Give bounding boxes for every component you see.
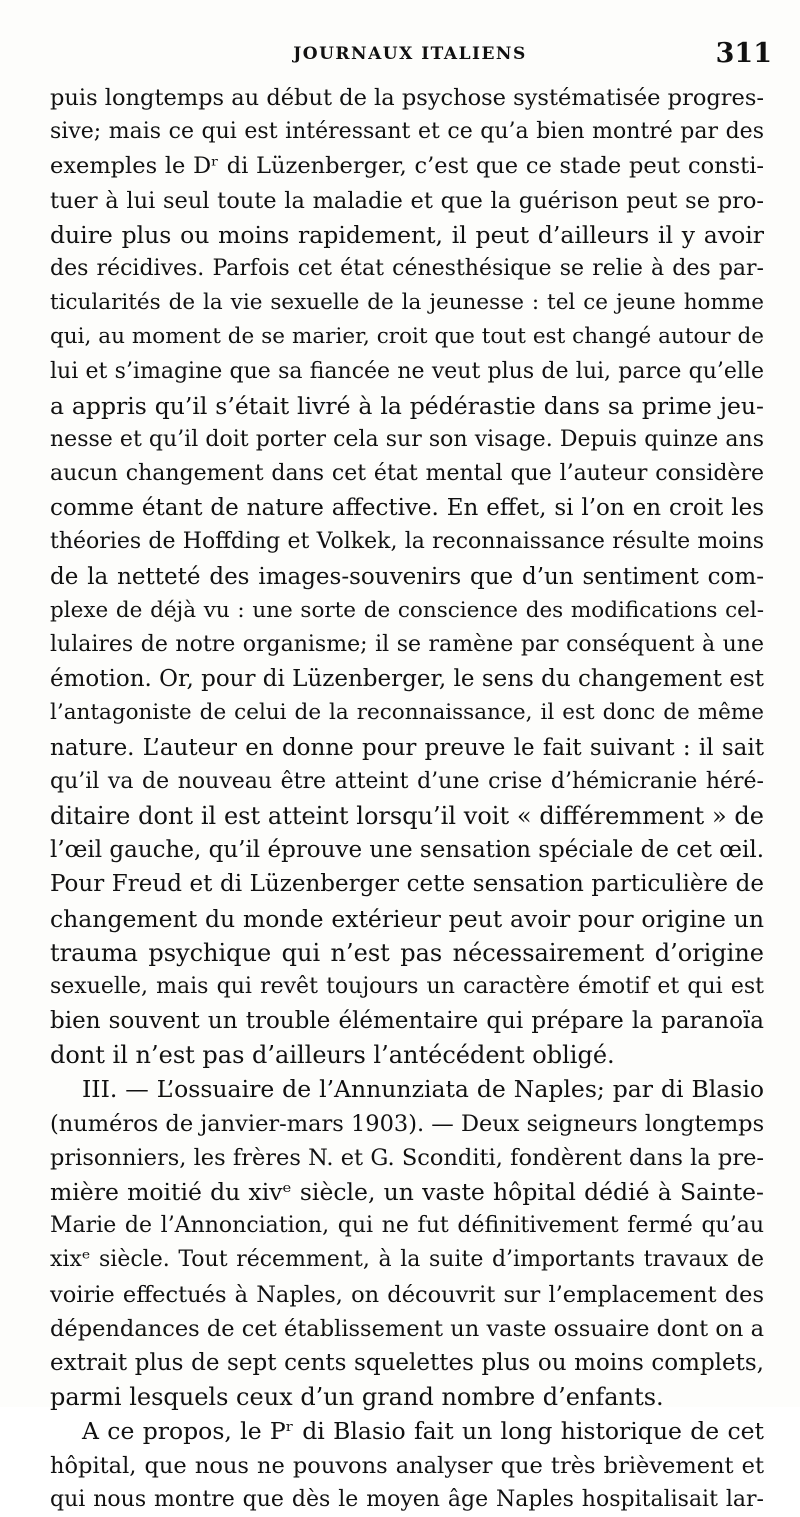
text-line: ticularités de la vie sexuelle de la jeunesse : tel ce jeune homme <box>50 290 764 316</box>
text-line: de la netteté des images-souvenirs que d’un sentiment com- <box>50 563 764 590</box>
text-line: l’œil gauche, qu’il éprouve une sensation spéciale de cet œil. <box>50 837 765 864</box>
text-line: exemples le Dʳ di Lüzenberger, c’est que ce stade peut consti- <box>50 153 764 180</box>
text-line: a appris qu’il s’était livré à la pédérastie dans sa prime jeu- <box>50 391 764 420</box>
text-line: lui et s’imagine que sa fiancée ne veut plus de lui, parce qu’elle <box>50 358 764 384</box>
text-line: voirie effectués à Naples, on découvrit sur l’emplacement des <box>50 1281 764 1308</box>
text-line: sive; mais ce qui est intéressant et ce qu’a bien montré par des <box>50 119 764 145</box>
paragraph-end-line: parmi lesquels ceux d’un grand nombre d’enfants. <box>50 1383 664 1412</box>
text-line: l’antagoniste de celui de la reconnaissance, il est donc de même <box>50 700 764 726</box>
text-line: ditaire dont il est atteint lorsqu’il voit « différemment » de <box>50 801 764 830</box>
paragraph-start-line: A ce propos, le Pʳ di Blasio fait un long historique de cet <box>82 1417 764 1446</box>
text-line: lulaires de notre organisme; il se ramène par conséquent à une <box>50 632 764 657</box>
text-line: qu’il va de nouveau être atteint d’une crise d’hémicranie héré- <box>50 768 764 794</box>
text-line: bien souvent un trouble élémentaire qui prépare la paranoïa <box>50 1008 764 1035</box>
text-line: théories de Hoffding et Volkek, la reconnaissance résulte moins <box>50 529 764 555</box>
text-line: xixᵉ siècle. Tout récemment, à la suite d’importants travaux de <box>50 1247 764 1273</box>
text-line: Pour Freud et di Lüzenberger cette sensation particulière de <box>50 871 764 898</box>
text-line: puis longtemps au début de la psychose systématisée progres- <box>50 85 764 111</box>
text-line: trauma psychique qui n’est pas nécessairement d’origine <box>50 938 764 967</box>
text-line: des récidives. Parfois cet état cénesthésique se relie à des par- <box>50 255 764 281</box>
text-line: aucun changement dans cet état mental que l’auteur considère <box>50 461 764 487</box>
text-line: émotion. Or, pour di Lüzenberger, le sens du changement est <box>50 666 765 693</box>
body-text <box>50 81 764 1517</box>
page-number: 311 <box>715 38 772 69</box>
text-line: comme étant de nature affective. En effet, si l’on en croit les <box>50 495 764 522</box>
text-line: changement du monde extérieur peut avoir pour origine un <box>50 904 764 933</box>
running-title: JOURNAUX ITALIENS <box>293 44 527 64</box>
running-head <box>54 38 772 78</box>
text-line: sexuelle, mais qui revêt toujours un caractère émotif et qui est <box>50 973 764 999</box>
text-line: (numéros de janvier-mars 1903). — Deux seigneurs longtemps <box>50 1110 765 1137</box>
text-line: prisonniers, les frères N. et G. Sconditi, fondèrent dans la pre- <box>50 1144 764 1171</box>
section-heading-line: III. — L’ossuaire de l’Annunziata de Naples; par di Blasio <box>82 1075 764 1104</box>
text-line: dépendances de cet établissement un vaste ossuaire dont on a <box>50 1315 764 1342</box>
text-line: Marie de l’Annonciation, qui ne fut définitivement fermé qu’au <box>50 1213 764 1239</box>
text-line: nature. L’auteur en donne pour preuve le fait suivant : il sait <box>50 734 764 761</box>
text-line: qui nous montre que dès le moyen âge Naples hospitalisait lar- <box>50 1486 764 1512</box>
text-line: qui, au moment de se marier, croit que tout est changé autour de <box>50 324 764 350</box>
text-line: tuer à lui seul toute la maladie et que la guérison peut se pro- <box>50 187 764 214</box>
text-line: mière moitié du xivᵉ siècle, un vaste hôpital dédié à Sainte- <box>50 1178 764 1206</box>
text-line: nesse et qu’il doit porter cela sur son visage. Depuis quinze ans <box>50 426 764 452</box>
text-line: hôpital, que nous ne pouvons analyser que très brièvement et <box>50 1452 764 1479</box>
text-line: extrait plus de sept cents squelettes plus ou moins complets, <box>50 1349 764 1376</box>
text-line: plexe de déjà vu : une sorte de conscience des modifications cel- <box>50 597 764 623</box>
text-line: duire plus ou moins rapidement, il peut d’ailleurs il y avoir <box>50 220 764 249</box>
paragraph-end-line: dont il n’est pas d’ailleurs l’antécédent obligé. <box>50 1041 615 1070</box>
